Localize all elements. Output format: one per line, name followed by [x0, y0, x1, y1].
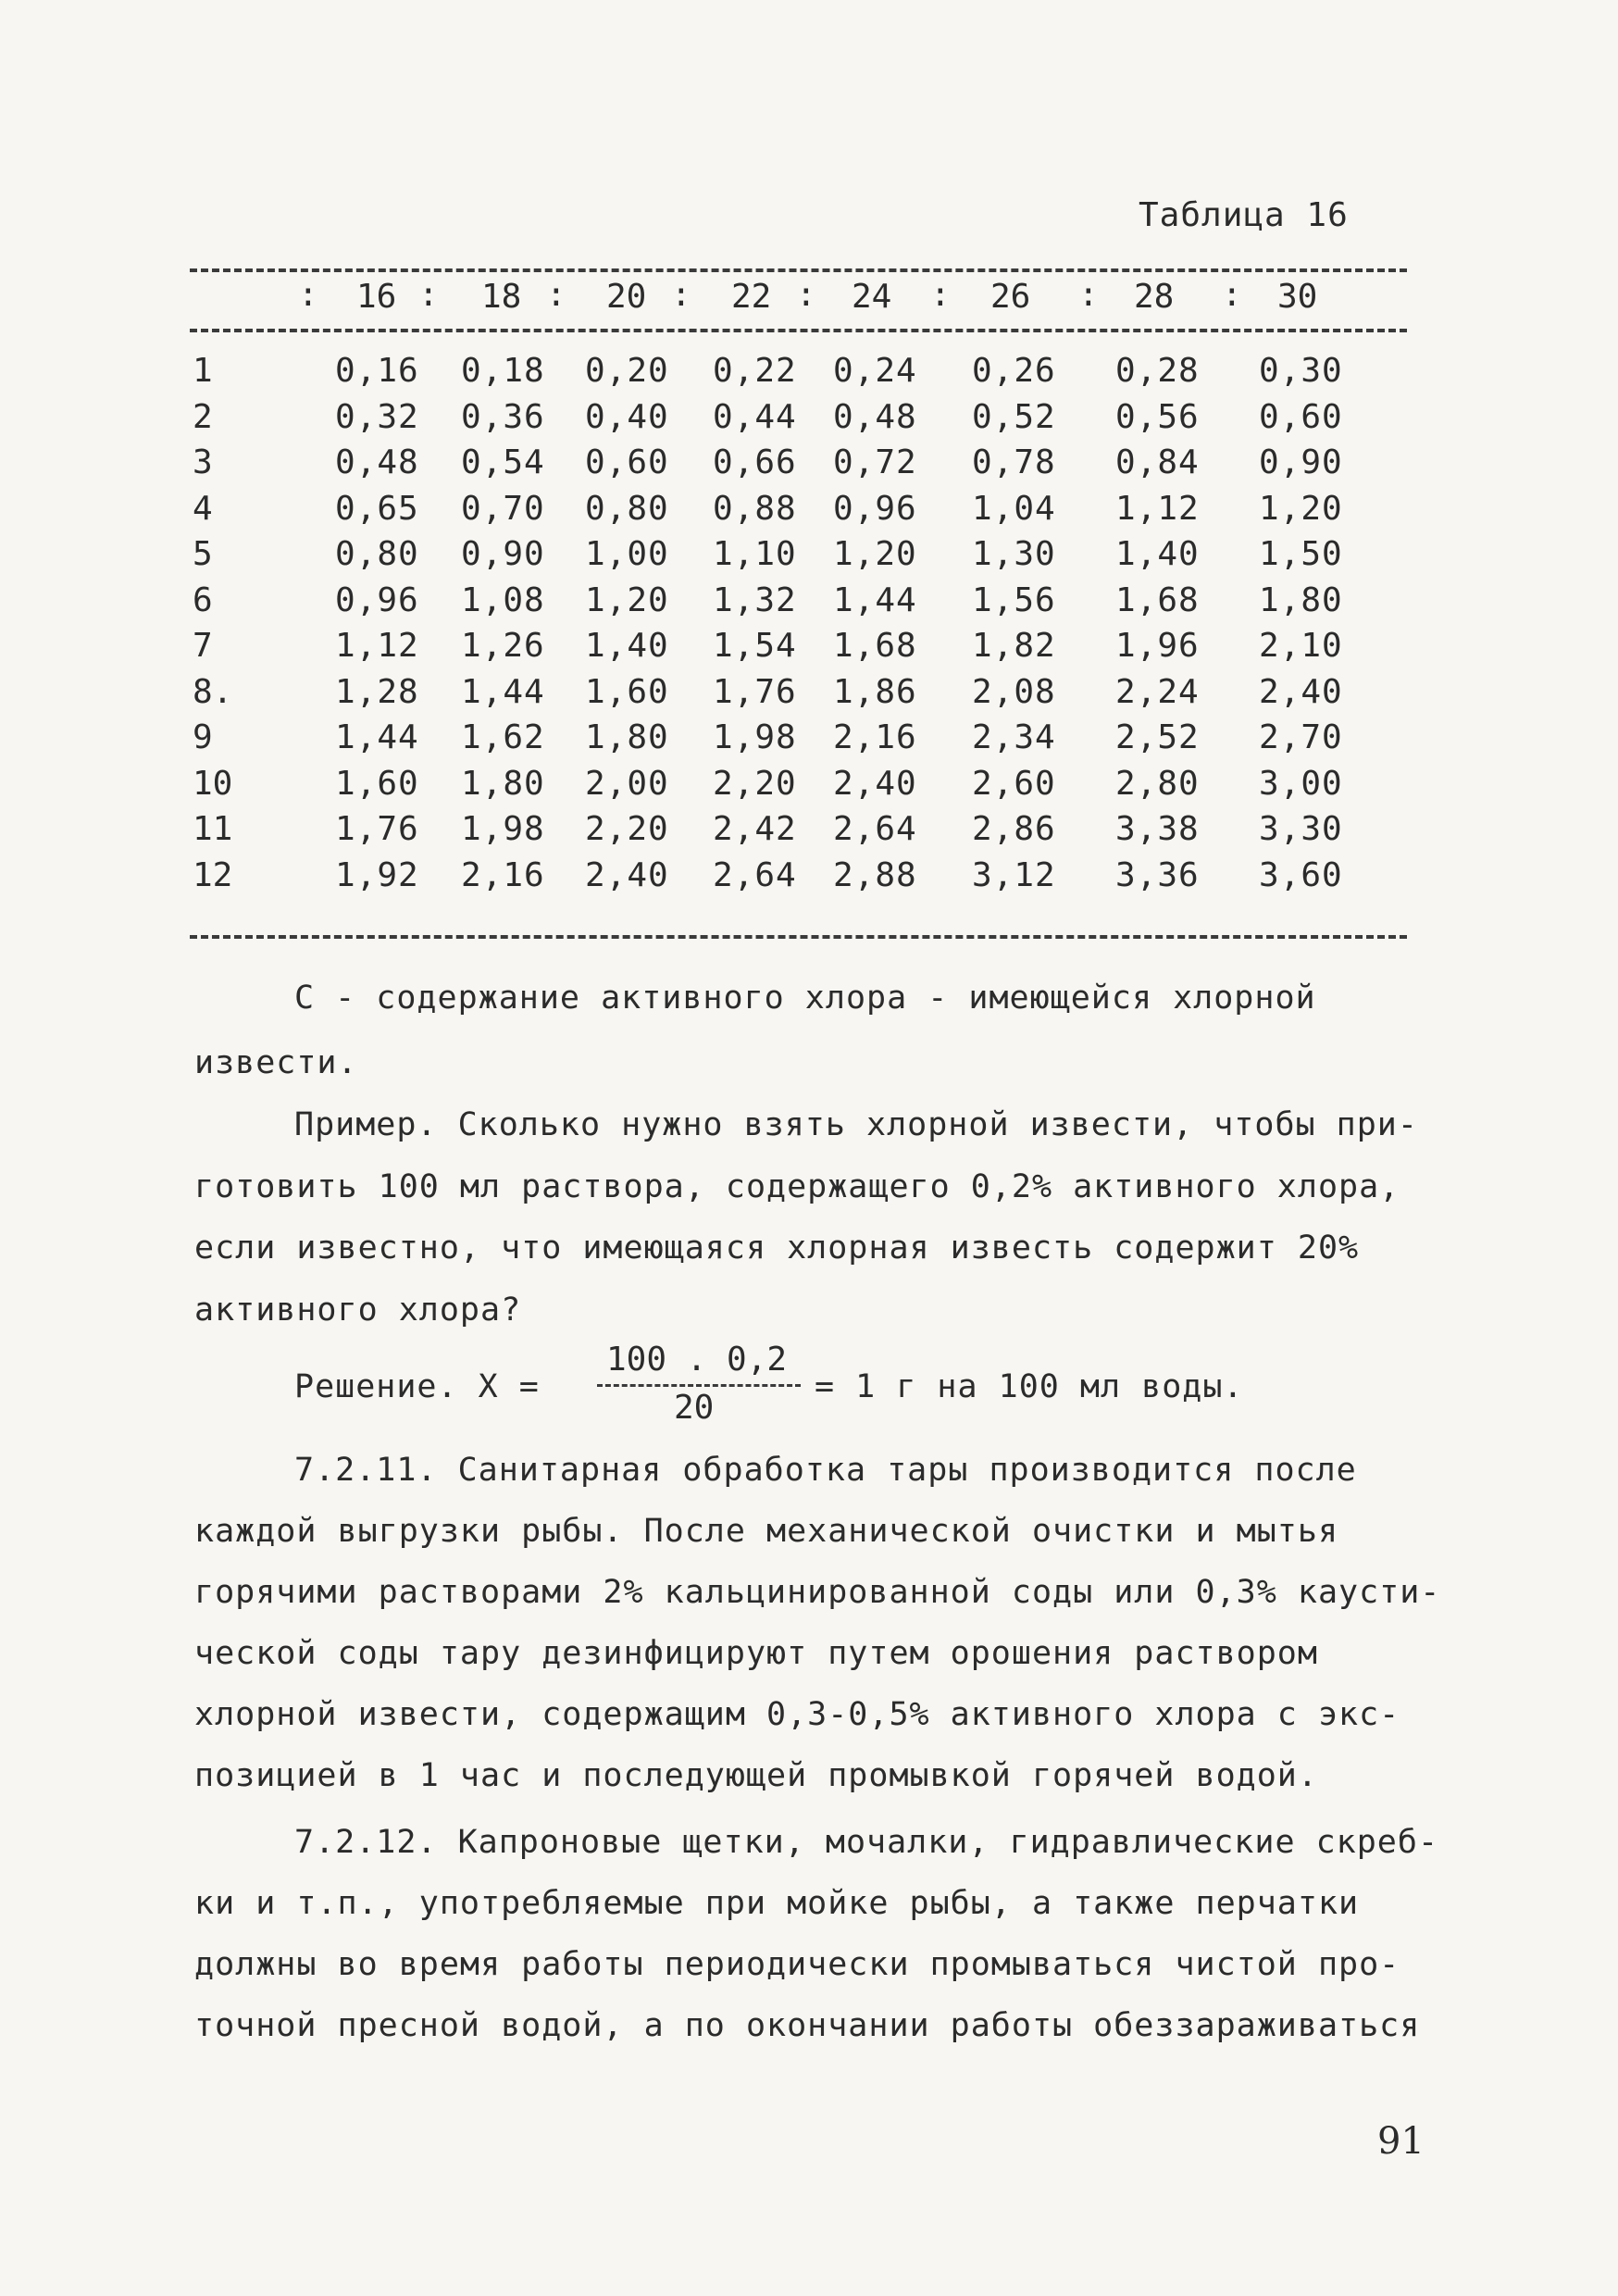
solution-prefix: Решение. Х =: [294, 1368, 540, 1405]
table-cell: 2,80: [1115, 765, 1200, 803]
table-cell: 1,20: [833, 535, 917, 573]
table-cell: 0,18: [461, 352, 545, 390]
table-header-rule: [190, 329, 1407, 332]
table-cell: 1,86: [833, 673, 917, 711]
note-line: С - содержание активного хлора - имеющейся хлорной: [294, 980, 1316, 1017]
table-cell: 0,65: [335, 490, 419, 528]
table-cell: 2,20: [585, 810, 669, 848]
paragraph-7-2-12-line: точной пресной водой, а по окончании работы обеззараживаться: [194, 2007, 1421, 2044]
table-cell: 0,40: [585, 398, 669, 436]
solution-numerator: 100 . 0,2: [606, 1341, 788, 1379]
column-separator: :: [298, 276, 318, 314]
table-cell: 1,30: [972, 535, 1056, 573]
row-label: 2: [193, 398, 213, 436]
table-cell: 0,44: [713, 398, 797, 436]
table-cell: 1,62: [461, 718, 545, 756]
table-cell: 1,54: [713, 627, 797, 665]
table-cell: 0,70: [461, 490, 545, 528]
column-separator: :: [930, 276, 951, 314]
table-cell: 2,40: [585, 856, 669, 894]
paragraph-7-2-11-line: горячими растворами 2% кальцинированной соды или 0,3% каусти-: [194, 1574, 1441, 1611]
table-cell: 2,08: [972, 673, 1056, 711]
fraction-bar: [597, 1384, 801, 1387]
table-cell: 3,60: [1259, 856, 1343, 894]
page-number: 91: [1377, 2120, 1425, 2163]
table-cell: 1,80: [585, 718, 669, 756]
table-cell: 1,44: [461, 673, 545, 711]
note-line: извести.: [194, 1044, 358, 1081]
table-cell: 0,48: [833, 398, 917, 436]
table-cell: 1,50: [1259, 535, 1343, 573]
table-cell: 1,96: [1115, 627, 1200, 665]
table-cell: 0,80: [585, 490, 669, 528]
column-header: 30: [1277, 278, 1318, 316]
row-label: 11: [193, 810, 233, 848]
table-cell: 1,60: [335, 765, 419, 803]
table-cell: 0,84: [1115, 443, 1200, 481]
table-cell: 1,80: [461, 765, 545, 803]
table-cell: 1,82: [972, 627, 1056, 665]
table-cell: 0,72: [833, 443, 917, 481]
table-cell: 0,26: [972, 352, 1056, 390]
column-separator: :: [671, 276, 691, 314]
row-label: 4: [193, 490, 213, 528]
column-separator: :: [546, 276, 566, 314]
table-cell: 1,44: [335, 718, 419, 756]
paragraph-7-2-12-line: должны во время работы периодически промываться чистой про-: [194, 1946, 1400, 1983]
table-cell: 1,68: [833, 627, 917, 665]
table-cell: 2,10: [1259, 627, 1343, 665]
table-cell: 1,28: [335, 673, 419, 711]
table-cell: 0,52: [972, 398, 1056, 436]
table-cell: 1,00: [585, 535, 669, 573]
column-separator: :: [1222, 276, 1242, 314]
row-label: 10: [193, 765, 233, 803]
table-cell: 3,36: [1115, 856, 1200, 894]
column-header: 26: [990, 278, 1031, 316]
row-label: 8.: [193, 673, 233, 711]
table-cell: 1,40: [585, 627, 669, 665]
table-cell: 0,90: [461, 535, 545, 573]
table-cell: 1,44: [833, 581, 917, 619]
table-cell: 2,34: [972, 718, 1056, 756]
table-cell: 1,20: [585, 581, 669, 619]
table-cell: 0,78: [972, 443, 1056, 481]
column-separator: :: [418, 276, 439, 314]
example-line: готовить 100 мл раствора, содержащего 0,2% активного хлора,: [194, 1168, 1400, 1205]
table-cell: 3,38: [1115, 810, 1200, 848]
table-cell: 3,30: [1259, 810, 1343, 848]
table-cell: 0,24: [833, 352, 917, 390]
table-cell: 1,92: [335, 856, 419, 894]
table-cell: 1,08: [461, 581, 545, 619]
table-cell: 2,52: [1115, 718, 1200, 756]
table-cell: 0,32: [335, 398, 419, 436]
table-cell: 1,98: [713, 718, 797, 756]
table-cell: 1,40: [1115, 535, 1200, 573]
paragraph-7-2-11-line: 7.2.11. Санитарная обработка тары производится после: [294, 1452, 1357, 1489]
row-label: 12: [193, 856, 233, 894]
solution-suffix: = 1 г на 100 мл воды.: [815, 1368, 1244, 1405]
table-cell: 2,40: [833, 765, 917, 803]
table-cell: 1,12: [1115, 490, 1200, 528]
table-cell: 0,60: [1259, 398, 1343, 436]
row-label: 7: [193, 627, 213, 665]
table-cell: 1,80: [1259, 581, 1343, 619]
table-cell: 2,00: [585, 765, 669, 803]
table-cell: 0,36: [461, 398, 545, 436]
row-label: 9: [193, 718, 213, 756]
table-cell: 2,42: [713, 810, 797, 848]
table-cell: 0,96: [335, 581, 419, 619]
table-cell: 1,26: [461, 627, 545, 665]
table-cell: 0,48: [335, 443, 419, 481]
row-label: 5: [193, 535, 213, 573]
table-cell: 0,90: [1259, 443, 1343, 481]
table-cell: 2,64: [833, 810, 917, 848]
table-bottom-rule: [190, 935, 1407, 939]
table-cell: 2,16: [461, 856, 545, 894]
example-line: Пример. Сколько нужно взять хлорной извести, чтобы при-: [294, 1106, 1418, 1143]
table-caption: Таблица 16: [1139, 196, 1349, 234]
table-cell: 0,16: [335, 352, 419, 390]
paragraph-7-2-11-line: ческой соды тару дезинфицируют путем орошения раствором: [194, 1635, 1318, 1672]
solution-denominator: 20: [674, 1389, 715, 1427]
table-cell: 2,60: [972, 765, 1056, 803]
table-cell: 0,28: [1115, 352, 1200, 390]
column-header: 22: [731, 278, 772, 316]
paragraph-7-2-12-line: ки и т.п., употребляемые при мойке рыбы, а также перчатки: [194, 1885, 1360, 1922]
table-cell: 1,68: [1115, 581, 1200, 619]
table-cell: 0,22: [713, 352, 797, 390]
table-cell: 2,24: [1115, 673, 1200, 711]
table-cell: 0,80: [335, 535, 419, 573]
row-label: 3: [193, 443, 213, 481]
column-header: 24: [852, 278, 892, 316]
table-cell: 2,40: [1259, 673, 1343, 711]
column-separator: :: [796, 276, 816, 314]
column-separator: :: [1078, 276, 1099, 314]
table-cell: 2,20: [713, 765, 797, 803]
table-cell: 1,56: [972, 581, 1056, 619]
table-cell: 1,10: [713, 535, 797, 573]
table-cell: 0,54: [461, 443, 545, 481]
paragraph-7-2-11-line: хлорной извести, содержащим 0,3-0,5% активного хлора с экс-: [194, 1696, 1400, 1733]
column-header: 20: [606, 278, 647, 316]
column-header: 28: [1134, 278, 1175, 316]
table-cell: 0,66: [713, 443, 797, 481]
paragraph-7-2-11-line: каждой выгрузки рыбы. После механической очистки и мытья: [194, 1513, 1339, 1550]
table-cell: 1,60: [585, 673, 669, 711]
example-line: если известно, что имеющаяся хлорная известь содержит 20%: [194, 1229, 1360, 1267]
table-cell: 2,70: [1259, 718, 1343, 756]
table-cell: 1,76: [713, 673, 797, 711]
row-label: 1: [193, 352, 213, 390]
example-line: активного хлора?: [194, 1292, 522, 1329]
table-cell: 2,86: [972, 810, 1056, 848]
table-cell: 0,30: [1259, 352, 1343, 390]
table-cell: 3,00: [1259, 765, 1343, 803]
paragraph-7-2-12-line: 7.2.12. Капроновые щетки, мочалки, гидравлические скреб-: [294, 1824, 1439, 1861]
table-cell: 0,60: [585, 443, 669, 481]
table-cell: 0,20: [585, 352, 669, 390]
table-cell: 0,56: [1115, 398, 1200, 436]
column-header: 18: [481, 278, 522, 316]
table-cell: 3,12: [972, 856, 1056, 894]
table-cell: 0,88: [713, 490, 797, 528]
paragraph-7-2-11-line: позицией в 1 час и последующей промывкой горячей водой.: [194, 1757, 1318, 1794]
row-label: 6: [193, 581, 213, 619]
table-cell: 1,76: [335, 810, 419, 848]
table-cell: 1,98: [461, 810, 545, 848]
table-cell: 2,88: [833, 856, 917, 894]
table-cell: 2,16: [833, 718, 917, 756]
table-cell: 1,20: [1259, 490, 1343, 528]
table-cell: 1,04: [972, 490, 1056, 528]
table-cell: 1,12: [335, 627, 419, 665]
table-cell: 2,64: [713, 856, 797, 894]
table-top-rule: [190, 268, 1407, 272]
table-cell: 1,32: [713, 581, 797, 619]
column-header: 16: [356, 278, 397, 316]
table-cell: 0,96: [833, 490, 917, 528]
